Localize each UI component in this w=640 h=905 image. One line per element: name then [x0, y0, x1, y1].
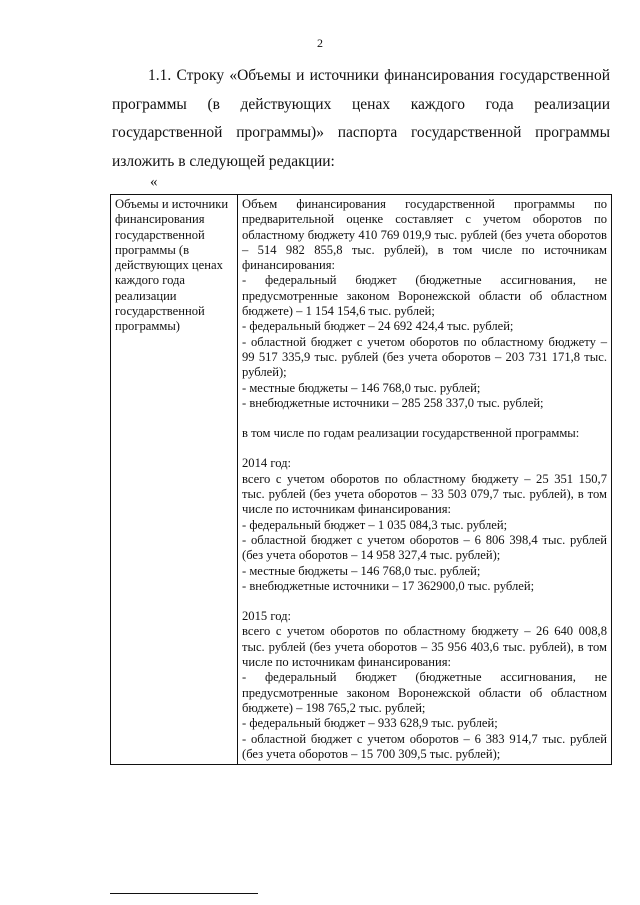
passport-table — [110, 194, 612, 765]
intro-text: 1.1. Строку «Объемы и источники финансирования государственной программы (в действующих ценах каждого года реализации государственной программы)» паспорта государственной программы изложить в следующей редакции: — [112, 67, 610, 170]
page-number: 2 — [317, 36, 323, 50]
table-paragraph: - местные бюджеты – 146 768,0 тыс. рублей; — [242, 563, 481, 578]
table-cell-content — [238, 195, 612, 765]
table-row — [111, 195, 612, 765]
footnote-divider — [110, 893, 258, 894]
table-paragraph: в том числе по годам реализации государственной программы: — [242, 426, 580, 441]
table-paragraph: - федеральный бюджет (бюджетные ассигнования, не предусмотренные законом Воронежской области об областном бюджете) – 198 765,2 тыс. рублей; — [242, 670, 607, 715]
paragraph-spacer — [242, 441, 607, 456]
table-paragraph: - областной бюджет с учетом оборотов – 6 383 914,7 тыс. рублей (без учета оборотов – 15 700 309,5 тыс. рублей); — [242, 731, 607, 761]
table-paragraph: - федеральный бюджет – 933 628,9 тыс. рублей; — [242, 716, 498, 731]
table-paragraph: - областной бюджет с учетом оборотов по областному бюджету – 99 517 335,9 тыс. рублей (без учета оборотов – 203 731 171,8 тыс. рублей); — [242, 334, 607, 380]
table-paragraph: Объем финансирования государственной программы по предварительной оценке составляет с учетом оборотов по областному бюджету 410 769 019,9 тыс. рублей (без учета оборотов – 514 982 855,8 тыс. рублей), в том числе по источникам финансирования: — [242, 197, 607, 273]
table-paragraph: 2014 год: — [242, 456, 292, 471]
table-cell-label: Объемы и источники финансирования государственной программы (в действующих ценах каждого года реализации государственной программы) — [111, 195, 238, 765]
table-paragraph: - внебюджетные источники – 17 362900,0 тыс. рублей; — [242, 578, 535, 593]
intro-paragraph — [112, 62, 610, 176]
table-paragraph: - федеральный бюджет – 1 035 084,3 тыс. рублей; — [242, 517, 508, 532]
table-paragraph: всего с учетом оборотов по областному бюджету – 26 640 008,8 тыс. рублей (без учета оборотов – 35 956 403,6 тыс. рублей), в том числе по источникам финансирования: — [242, 624, 607, 670]
table-paragraph: - федеральный бюджет – 24 692 424,4 тыс. рублей; — [242, 319, 514, 334]
open-quote: « — [150, 174, 158, 190]
table-paragraph: - федеральный бюджет (бюджетные ассигнования, не предусмотренные законом Воронежской области об областном бюджете) – 1 154 154,6 тыс. рублей; — [242, 273, 607, 319]
table-paragraph: 2015 год: — [242, 609, 292, 624]
paragraph-spacer — [242, 594, 607, 609]
paragraph-spacer — [242, 411, 607, 426]
table-paragraph: всего с учетом оборотов по областному бюджету – 25 351 150,7 тыс. рублей (без учета оборотов – 33 503 079,7 тыс. рублей), в том числе по источникам финансирования: — [242, 471, 607, 517]
table-paragraph: - внебюджетные источники – 285 258 337,0 тыс. рублей; — [242, 395, 544, 410]
table-paragraph: - местные бюджеты – 146 768,0 тыс. рублей; — [242, 380, 481, 395]
table-paragraph: - областной бюджет с учетом оборотов – 6 806 398,4 тыс. рублей (без учета оборотов – 14 958 327,4 тыс. рублей); — [242, 532, 607, 563]
